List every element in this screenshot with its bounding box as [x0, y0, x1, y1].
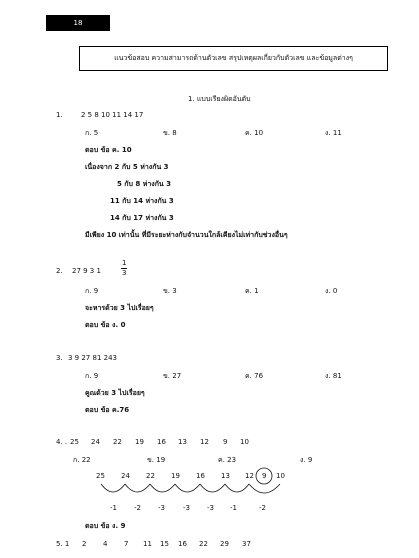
q4-choice-d: ง. 9: [300, 456, 313, 464]
q3-sequence: 3 9 27 81 243: [68, 354, 117, 362]
q4-diagram-item: 24: [121, 472, 130, 480]
q5-seq-item: 4: [103, 540, 108, 548]
q4-choice-a: ก. 22: [73, 456, 91, 464]
q1-choice-d: ง. 11: [325, 129, 342, 137]
q4-choice-c: ค. 23: [218, 456, 237, 464]
q1-answer: ตอบ ข้อ ค. 10: [85, 146, 132, 154]
answer-circle: [256, 468, 272, 484]
q4-diagram-item: 22: [146, 472, 155, 480]
q4-diagram-item: 10: [276, 472, 285, 480]
q4-seq-item: 12: [200, 438, 209, 446]
q5-seq-item: 7: [124, 540, 129, 548]
q4-seq-item: 22: [113, 438, 122, 446]
q4-seq-item: 10: [240, 438, 249, 446]
q2-number: 2.: [56, 267, 63, 275]
q2-choice-a: ก. 9: [85, 287, 99, 295]
q3-choice-b: ข. 27: [163, 372, 182, 380]
q1-conclusion: มีเพียง 10 เท่านั้น ที่มีระยะห่างกับจำนวนใกล้เคียงไม่เท่ากับช่วงอื่นๆ: [85, 231, 288, 239]
q2-choice-c: ค. 1: [245, 287, 259, 295]
q4-diagram-item: 25: [96, 472, 105, 480]
q5-seq-item: 37: [242, 540, 251, 548]
q4-seq-item: 19: [135, 438, 144, 446]
q5-seq-item: 11: [143, 540, 152, 548]
q3-choice-d: ง. 81: [325, 372, 342, 380]
q2-fraction-denominator: 3: [122, 269, 127, 277]
q1-sequence: 2 5 8 10 11 14 17: [81, 111, 144, 119]
q5-seq-item: 15: [160, 540, 169, 548]
q2-choice-d: ง. 0: [325, 287, 338, 295]
q2-fraction-numerator: 1: [122, 259, 127, 267]
q3-choice-a: ก. 9: [85, 372, 99, 380]
q1-reason-line: 14 กับ 17 ห่างกัน 3: [110, 214, 174, 222]
q4-diff: -2: [259, 504, 266, 512]
q4-seq-item: 13: [178, 438, 187, 446]
q1-choice-c: ค. 10: [245, 129, 264, 137]
q2-answer: ตอบ ข้อ ง. 0: [85, 321, 126, 329]
q5-seq-item: 2: [82, 540, 87, 548]
q4-seq-item: 16: [157, 438, 166, 446]
q1-reason-intro: เนื่องจาก 2 กับ 5 ห่างกัน 3: [85, 163, 169, 171]
q4-diagram-item-circled: 9: [262, 472, 267, 480]
q5-number: 5. 1: [56, 540, 70, 548]
q1-choice-a: ก. 5: [85, 129, 99, 137]
q4-diagram-item: 19: [171, 472, 180, 480]
q4-diagram-item: 13: [221, 472, 230, 480]
q4-seq-item: 24: [91, 438, 100, 446]
q4-seq-item: 9: [223, 438, 228, 446]
q1-choice-b: ข. 8: [163, 129, 177, 137]
q4-number: 4. .: [56, 438, 68, 446]
q5-seq-item: 22: [199, 540, 208, 548]
q4-answer: ตอบ ข้อ ง. 9: [85, 522, 126, 530]
q2-sequence: 27 9 3 1: [72, 267, 101, 275]
q2-choice-b: ข. 3: [163, 287, 177, 295]
q4-diagram-item: 12: [245, 472, 254, 480]
q2-explain: จะหารด้วย 3 ไปเรื่อยๆ: [85, 304, 154, 312]
q1-reason-line: 11 กับ 14 ห่างกัน 3: [110, 197, 174, 205]
q4-diff: -3: [158, 504, 165, 512]
q4-seq-item: 25: [70, 438, 79, 446]
q4-diff: -1: [230, 504, 237, 512]
q5-seq-item: 29: [220, 540, 229, 548]
q5-seq-item: 16: [178, 540, 187, 548]
q3-choice-c: ค. 76: [245, 372, 264, 380]
header-title: แนวข้อสอบ ความสามารถด้านตัวเลข สรุปเหตุผลเกี่ยวกับตัวเลข และข้อมูลต่างๆ: [79, 46, 388, 71]
q4-diff: -1: [110, 504, 117, 512]
q4-diagram-item: 16: [196, 472, 205, 480]
q4-diff: -3: [183, 504, 190, 512]
section-title: 1. แบบเรียงผิดอันดับ: [188, 95, 251, 103]
q4-choice-b: ข. 19: [147, 456, 166, 464]
q3-explain: คูณด้วย 3 ไปเรื่อยๆ: [85, 389, 145, 397]
q4-diff: -2: [134, 504, 141, 512]
q3-answer: ตอบ ข้อ ค.76: [85, 406, 130, 414]
q3-number: 3.: [56, 354, 63, 362]
q4-diff: -3: [207, 504, 214, 512]
q1-reason-line: 5 กับ 8 ห่างกัน 3: [117, 180, 172, 188]
page-number: 18: [46, 15, 110, 31]
q1-number: 1.: [56, 111, 63, 119]
